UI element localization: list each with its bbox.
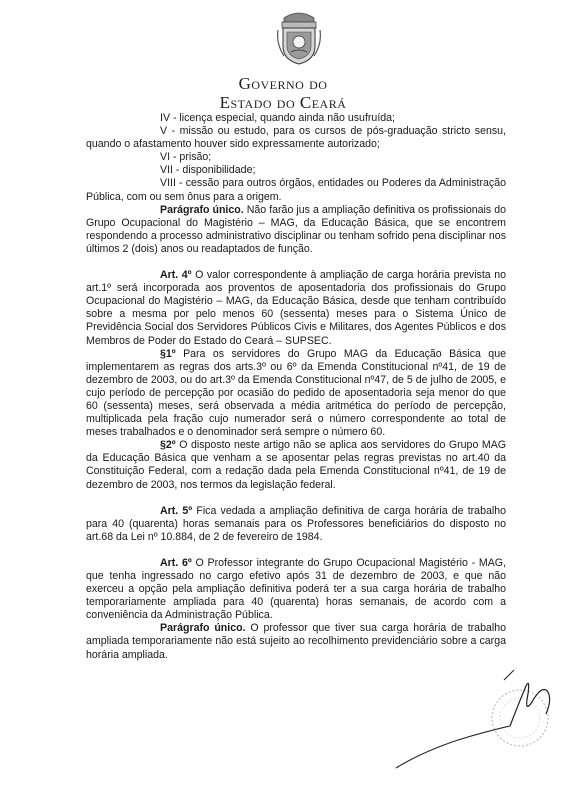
art5-label: Art. 5º: [160, 504, 193, 517]
item-v: V - missão ou estudo, para os cursos de pós-graduação stricto sensu, quando o afastamento houver sido expressamente autorizado;: [86, 125, 506, 151]
header-government: Governo do: [238, 74, 328, 93]
state-coat-of-arms-icon: [276, 8, 322, 66]
art6-pu-label: Parágrafo único.: [160, 622, 246, 635]
handwritten-signature-icon: [392, 640, 562, 780]
art4-paragraph-2: [86, 439, 506, 491]
art4-paragraph-1: [86, 348, 506, 440]
art4-p2-label: §2º: [160, 439, 176, 452]
art4-p1-label: §1º: [160, 347, 176, 360]
article-4: [86, 269, 506, 348]
article-5: [86, 505, 506, 544]
art6-text: O Professor integrante do Grupo Ocupacional Magistério - MAG, que tenha ingressado no cargo efetivo após 31 de dezembro de 2003, e que não exerceu a opção pela ampliação definitiva poderá ter a sua carga horária de trabalho temporariamente ampliada para 40 (quarenta) horas semanais, de acordo com a conveniência da Administração Pública.: [86, 556, 506, 622]
item-iv: IV - licença especial, quando ainda não usufruída;: [160, 112, 395, 124]
art4-p1-text: Para os servidores do Grupo MAG da Educação Básica que implementarem as regras dos arts.3º ou 6º da Emenda Constitucional nº41, de 19 de dezembro de 2003, ou do art.3º da Emenda Constitucional nº47, de 5 de julho de 2005, e cujo período de percepção por ocasião do pedido de aposentadoria seja menor do que 60 (sessenta) meses, será observada a média aritmética do período de percepção, multiplicada pela fração cujo numerador será o número correspondente ao total de meses trabalhados e o denominador será sempre o número 60.: [86, 347, 506, 439]
paragrafo-unico-text: Não farão jus a ampliação definitiva os profissionais do Grupo Ocupacional do Magistério – MAG, da Educação Básica, que se encontrem respondendo a processo administrativo disciplinar ou tenham sofrido pena disciplinar nos últimos 2 (dois) anos ou readaptados de função.: [86, 203, 506, 255]
paragrafo-unico-1: [86, 204, 506, 256]
art5-text: Fica vedada a ampliação definitiva de carga horária de trabalho para 40 (quarenta) horas semanais para os Professores beneficiários do disposto no art.68 da Lei nº 10.884, de 2 de fevereiro de 1984.: [86, 504, 506, 543]
law-text: [86, 112, 506, 662]
art4-p2-text: O disposto neste artigo não se aplica aos servidores do Grupo MAG da Educação Básica que venham a se aposentar pelas regras previstas no art.40 da Constituição Federal, com a redação dada pela Emenda Constitucional nº41, de 19 de dezembro de 2003, nos termos da legislação federal.: [86, 439, 506, 491]
art6-label: Art. 6º: [160, 556, 192, 569]
paragrafo-unico-label: Parágrafo único.: [160, 203, 244, 216]
art4-text: O valor correspondente à ampliação de carga horária prevista no art.1º será incorporada aos proventos de aposentadoria dos profissionais do Grupo Ocupacional do Magistério – MAG, da Educação Básica, desde que tenham contribuído sobre a mesma por pelo menos 60 (sessenta) meses para o Sistema Único de Previdência Social dos Servidores Públicos Civis e Militares, dos Agentes Públicos e dos Membros de Poder do Estado do Ceará – SUPSEC.: [86, 269, 506, 347]
header-state: Estado do Ceará: [219, 93, 347, 112]
art4-label: Art. 4º: [160, 269, 192, 282]
article-6: [86, 557, 506, 622]
item-vi: VI - prisão;: [160, 151, 212, 164]
art6-pu-text: O professor que tiver sua carga horária de trabalho ampliada temporariamente não está sujeito ao recolhimento previdenciário sobre a carga horária ampliada.: [86, 622, 506, 661]
item-vii: VII - disponibilidade;: [160, 164, 256, 177]
item-viii: VIII - cessão para outros órgãos, entidades ou Poderes da Administração Pública, com ou sem ônus para a origem.: [86, 177, 506, 203]
